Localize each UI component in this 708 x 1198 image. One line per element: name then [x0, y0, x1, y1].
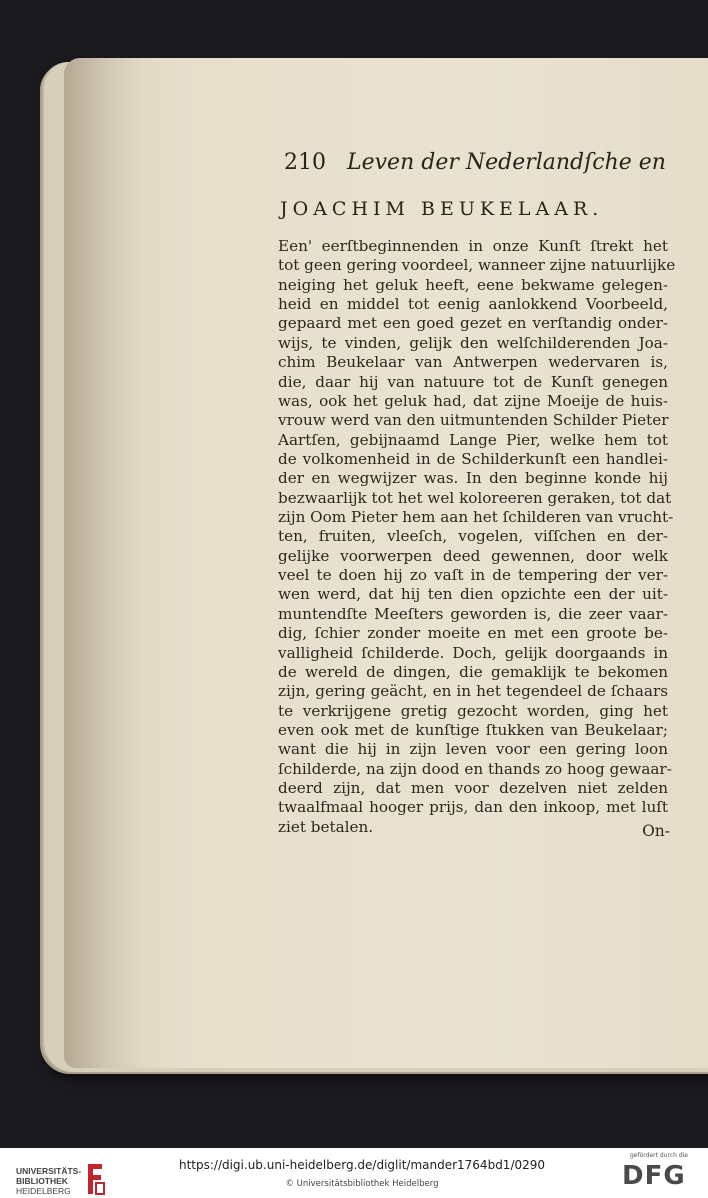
- catchword: On-: [642, 822, 670, 840]
- library-mark-icon: [82, 1161, 108, 1197]
- body-text: [278, 237, 676, 837]
- text-line: heid en middel tot eenig aanlokkend Voorbeeld,: [278, 295, 668, 314]
- text-line: deerd zijn, dat men voor dezelven niet zelden: [278, 779, 668, 798]
- text-line: de volkomenheid in de Schilderkunſt een handlei-: [278, 449, 668, 468]
- text-line: zijn Oom Pieter hem aan het ſchilderen van vrucht-: [278, 508, 674, 527]
- text-line: zijn, gering geächt, en in het tegendeel de ſchaars: [278, 682, 668, 701]
- text-line: Aartſen, gebijnaamd Lange Pier, welke hem tot: [278, 430, 668, 449]
- text-line: veel te doen hij zo vaſt in de tempering der ver-: [278, 566, 668, 585]
- copyright-notice: © Universitätsbibliothek Heidelberg: [285, 1179, 439, 1189]
- text-line: twaalfmaal hooger prijs, dan den inkoop, met luſt: [278, 798, 668, 817]
- text-line: Een' eerſtbeginnenden in onze Kunſt ſtrekt het: [278, 237, 668, 255]
- text-line: valligheid ſchilderde. Doch, gelijk doorgaands in: [278, 643, 668, 662]
- funder-caption: gefördert durch die: [630, 1152, 688, 1159]
- text-line: ſchilderde, na zijn dood en thands zo hoog gewaar-: [278, 759, 672, 778]
- text-line: wen werd, dat hij ten dien opzichte een der uit-: [278, 585, 668, 604]
- source-url-link[interactable]: https://digi.ub.uni-heidelberg.de/diglit/mander1764bd1/0290: [178, 1158, 546, 1172]
- text-line: tot geen gering voordeel, wanneer zijne natuurlijke: [278, 256, 676, 275]
- page-number: 210: [284, 150, 326, 175]
- library-name-line: UNIVERSITÄTS-: [16, 1166, 82, 1176]
- chapter-title: JOACHIM BEUKELAAR.: [280, 198, 604, 220]
- text-line: ziet betalen.: [278, 817, 374, 836]
- text-line: der en wegwijzer was. In den beginne konde hij: [278, 469, 668, 488]
- text-line: neiging het geluk heeft, eene bekwame gelegen-: [278, 275, 668, 294]
- gutter-shadow: [64, 58, 144, 1068]
- text-line: chim Beukelaar van Antwerpen wedervaren is,: [278, 353, 668, 372]
- text-line: de wereld de dingen, die gemaklijk te bekomen: [278, 662, 668, 681]
- running-head: [284, 150, 666, 184]
- library-name-line: BIBLIOTHEK: [16, 1176, 68, 1186]
- text-line: vrouw werd van den uitmuntenden Schilder Pieter: [278, 411, 669, 430]
- text-line: was, ook het geluk had, dat zijne Moeije de huis-: [278, 391, 668, 410]
- text-line: ten, fruiten, vleeſch, vogelen, viſſchen en der-: [278, 527, 668, 546]
- footer-bar: [0, 1148, 708, 1198]
- text-line: muntendſte Meeſters geworden is, die zeer vaar-: [278, 604, 668, 623]
- funder-logo[interactable]: [616, 1152, 702, 1194]
- text-line: want die hij in zijn leven voor een gering loon: [278, 740, 668, 759]
- library-logo[interactable]: [8, 1156, 100, 1196]
- dfg-logo: DFG: [622, 1161, 686, 1191]
- text-line: die, daar hij van natuure tot de Kunſt genegen: [278, 372, 668, 391]
- library-name: [16, 1166, 82, 1196]
- text-line: even ook met de kunſtige ſtukken van Beukelaar;: [278, 720, 668, 739]
- text-line: bezwaarlijk tot het wel koloreeren geraken, tot dat: [278, 488, 672, 507]
- running-title: Leven der Nederlandſche en: [347, 150, 666, 175]
- text-line: wijs, te vinden, gelijk den welſchilderenden Joa-: [278, 333, 668, 352]
- text-line: dig, ſchier zonder moeite en met een groote be-: [278, 624, 668, 643]
- library-name-line: HEIDELBERG: [16, 1186, 71, 1196]
- text-line: gelijke voorwerpen deed gewennen, door welk: [278, 546, 668, 565]
- text-line: te verkrijgene gretig gezocht worden, ging het: [278, 701, 668, 720]
- text-line: gepaard met een goed gezet en verſtandig onder-: [278, 314, 668, 333]
